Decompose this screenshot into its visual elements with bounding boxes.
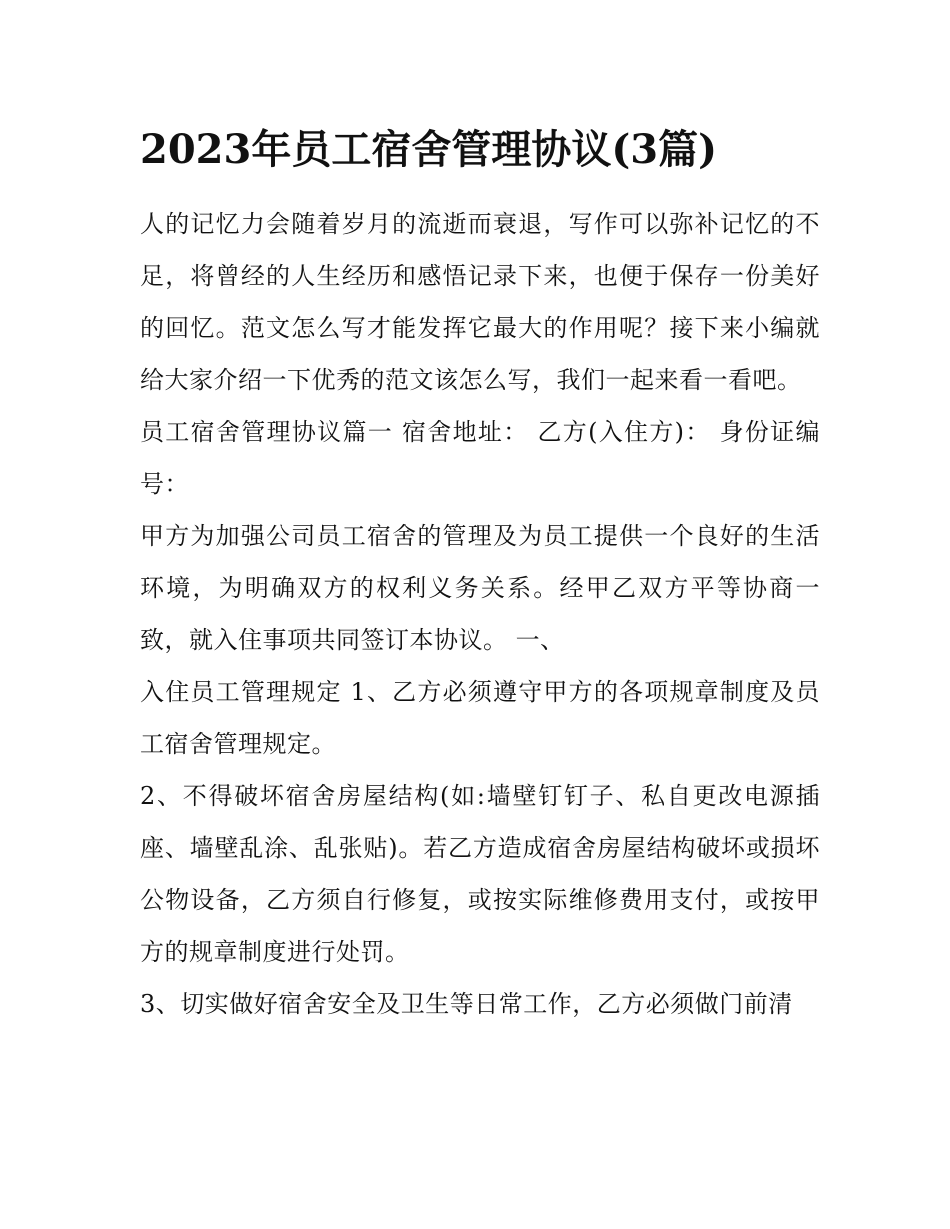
rule-3-paragraph: 3、切实做好宿舍安全及卫生等日常工作，乙方必须做门前清 <box>140 990 793 1018</box>
rule-1-paragraph: 入住员工管理规定 1、乙方必须遵守甲方的各项规章制度及员工宿舍管理规定。 <box>140 678 820 758</box>
agreement-header-paragraph: 员工宿舍管理协议篇一 宿舍地址： 乙方(入住方)： 身份证编号： <box>140 418 820 498</box>
document-title: 2023年员工宿舍管理协议(3篇) <box>140 126 718 173</box>
intro-paragraph: 人的记忆力会随着岁月的流逝而衰退，写作可以弥补记忆的不足，将曾经的人生经历和感悟记录下来，也便于保存一份美好的回忆。范文怎么写才能发挥它最大的作用呢？接下来小编就给大家介绍一下优秀的范文该怎么写，我们一起来看一看吧。 <box>140 210 820 394</box>
rule-2-paragraph: 2、不得破坏宿舍房屋结构(如:墙壁钉钉子、私自更改电源插座、墙壁乱涂、乱张贴)。若乙方造成宿舍房屋结构破坏或损坏公物设备，乙方须自行修复，或按实际维修费用支付，或按甲方的规章制度进行处罚。 <box>140 782 820 966</box>
preamble-paragraph: 甲方为加强公司员工宿舍的管理及为员工提供一个良好的生活环境，为明确双方的权利义务关系。经甲乙双方平等协商一致，就入住事项共同签订本协议。 一、 <box>140 522 820 654</box>
document-page <box>140 118 820 1030</box>
